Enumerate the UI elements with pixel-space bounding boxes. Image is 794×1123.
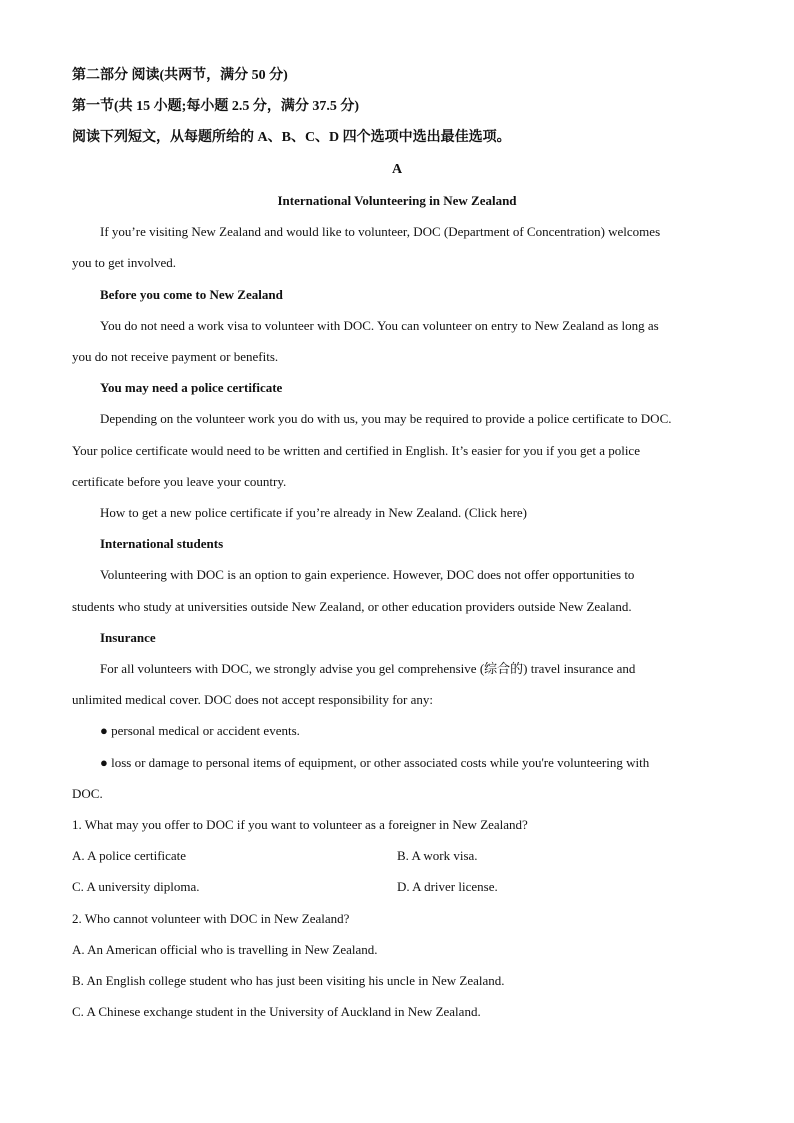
section-heading: 第一节(共 15 小题;每小题 2.5 分，满分 37.5 分) (72, 99, 359, 114)
bullet-item: ● personal medical or accident events. (100, 723, 300, 738)
insurance-line-1: For all volunteers with DOC, we strongly advise you gel comprehensive (综合的) travel insurance and (100, 661, 636, 676)
subheading-police-certificate: You may need a police certificate (100, 380, 283, 395)
question-2-stem: 2. Who cannot volunteer with DOC in New Zealand? (72, 911, 350, 926)
insurance-line-2: unlimited medical cover. DOC does not accept responsibility for any: (72, 692, 434, 707)
question-2-option-c: C. A Chinese exchange student in the University of Auckland in New Zealand. (72, 1004, 481, 1019)
police-line-3: certificate before you leave your country. (72, 474, 287, 489)
question-1-option-d: D. A driver license. (397, 879, 498, 894)
visa-line-2: you do not receive payment or benefits. (72, 349, 279, 364)
intro-line-2: you to get involved. (72, 255, 176, 270)
question-1-stem: 1. What may you offer to DOC if you want to volunteer as a foreigner in New Zealand? (72, 817, 528, 832)
passage-letter: A (391, 162, 403, 177)
visa-line-1: You do not need a work visa to volunteer with DOC. You can volunteer on entry to New Zealand as long as (100, 318, 659, 333)
question-2-option-a: A. An American official who is travelling in New Zealand. (72, 942, 378, 957)
question-1-option-a: A. A police certificate (72, 848, 187, 863)
question-1-option-b: B. A work visa. (397, 848, 478, 863)
subheading-before-you-come: Before you come to New Zealand (100, 287, 283, 302)
students-line-1: Volunteering with DOC is an option to gain experience. However, DOC does not offer opportunities to (100, 567, 635, 582)
intro-line-1: If you’re visiting New Zealand and would like to volunteer, DOC (Department of Concentration) welcomes (100, 224, 661, 239)
instruction-text: 阅读下列短文，从每题所给的 A、B、C、D 四个选项中选出最佳选项。 (72, 130, 511, 145)
police-certificate-link[interactable]: How to get a new police certificate if you’re already in New Zealand. (Click here) (100, 505, 528, 520)
bullet-item: ● loss or damage to personal items of equipment, or other associated costs while you're volunteering with (100, 755, 650, 770)
question-2-option-b: B. An English college student who has just been visiting his uncle in New Zealand. (72, 973, 505, 988)
subheading-insurance: Insurance (100, 630, 156, 645)
passage-title: International Volunteering in New Zealand (277, 193, 517, 208)
bullet-continuation: DOC. (72, 786, 103, 801)
students-line-2: students who study at universities outside New Zealand, or other education providers outside New Zealand. (72, 599, 632, 614)
subheading-international-students: International students (100, 536, 224, 551)
police-line-1: Depending on the volunteer work you do with us, you may be required to provide a police certificate to DOC. (100, 411, 672, 426)
question-1-option-c: C. A university diploma. (72, 879, 200, 894)
police-line-2: Your police certificate would need to be written and certified in English. It’s easier for you if you get a police (72, 443, 640, 458)
part-heading: 第二部分 阅读(共两节，满分 50 分) (72, 68, 288, 83)
